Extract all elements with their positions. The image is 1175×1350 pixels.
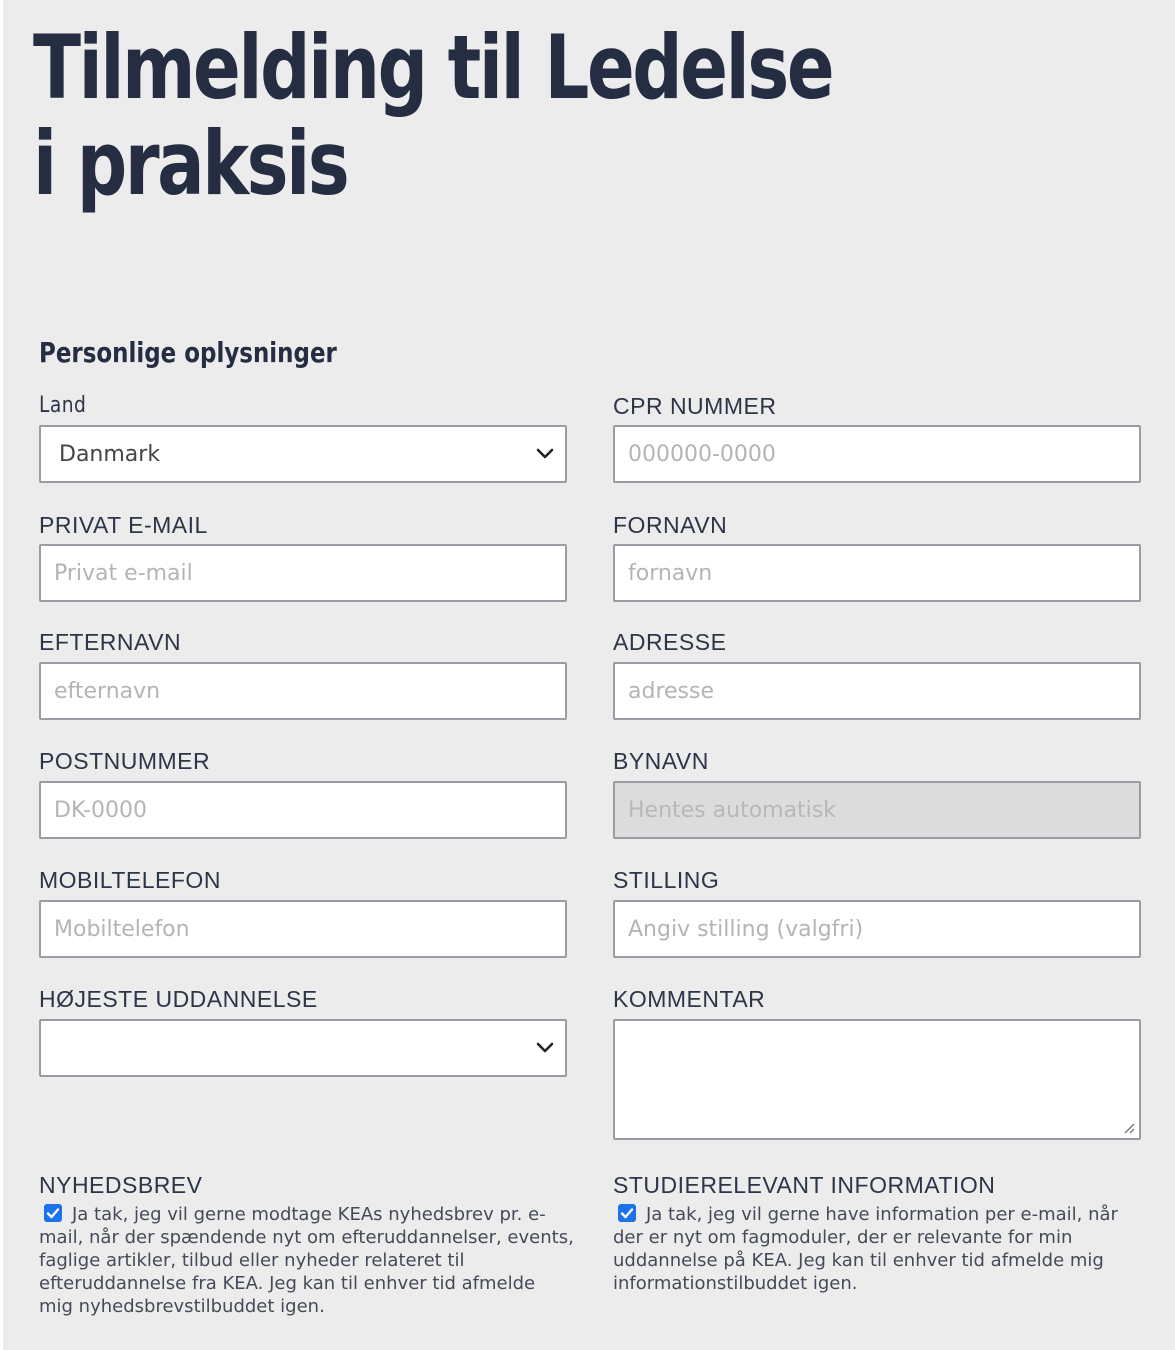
land-select[interactable]: [39, 425, 567, 483]
chevron-down-icon: [535, 447, 555, 461]
fornavn-label: FORNAVN: [613, 512, 728, 538]
postnummer-label: POSTNUMMER: [39, 748, 211, 774]
cpr-label: CPR NUMMER: [613, 393, 777, 419]
mobil-label: MOBILTELEFON: [39, 867, 221, 893]
adresse-label: ADRESSE: [613, 629, 727, 655]
efternavn-label: EFTERNAVN: [39, 629, 182, 655]
study-info-checkbox[interactable]: [618, 1204, 636, 1222]
kommentar-textarea[interactable]: [613, 1019, 1141, 1140]
check-icon: [46, 1206, 60, 1220]
adresse-input[interactable]: [613, 662, 1141, 720]
section-heading: Personlige oplysninger: [39, 336, 337, 369]
check-icon: [620, 1206, 634, 1220]
newsletter-block: [39, 1203, 574, 1318]
mobil-input[interactable]: [39, 900, 567, 958]
land-select-value: Danmark: [59, 441, 161, 467]
newsletter-label: NYHEDSBREV: [39, 1172, 203, 1198]
uddannelse-select[interactable]: [39, 1019, 567, 1077]
uddannelse-label: HØJESTE UDDANNELSE: [39, 986, 318, 1012]
newsletter-checkbox[interactable]: [44, 1204, 62, 1222]
chevron-down-icon: [535, 1041, 555, 1055]
left-edge-divider: [0, 0, 3, 1350]
kommentar-label: KOMMENTAR: [613, 986, 766, 1012]
study-info-block: [613, 1203, 1148, 1295]
email-input[interactable]: [39, 544, 567, 602]
land-label: Land: [39, 393, 87, 418]
bynavn-label: BYNAVN: [613, 748, 709, 774]
stilling-input[interactable]: [613, 900, 1141, 958]
email-label: PRIVAT E-MAIL: [39, 512, 208, 538]
newsletter-text: Ja tak, jeg vil gerne modtage KEAs nyhedsbrev pr. e-mail, når der spændende nyt om efteruddannelser, events, faglige artikler, tilbud eller nyheder relateret til efteruddannelse fra KEA. Jeg kan til enhver tid afmelde mig nyhedsbrevstilbuddet igen.: [39, 1204, 574, 1317]
cpr-input[interactable]: [613, 425, 1141, 483]
bynavn-input: [613, 781, 1141, 839]
page-title: Tilmelding til Ledelse i praksis: [33, 16, 833, 215]
stilling-label: STILLING: [613, 867, 720, 893]
efternavn-input[interactable]: [39, 662, 567, 720]
resize-grip-icon[interactable]: [1121, 1120, 1135, 1134]
study-info-label: STUDIERELEVANT INFORMATION: [613, 1172, 996, 1198]
study-info-text: Ja tak, jeg vil gerne have information per e-mail, når der er nyt om fagmoduler, der er relevante for min uddannelse på KEA. Jeg kan til enhver tid afmelde mig informationstilbuddet igen.: [613, 1204, 1118, 1294]
postnummer-input[interactable]: [39, 781, 567, 839]
fornavn-input[interactable]: [613, 544, 1141, 602]
